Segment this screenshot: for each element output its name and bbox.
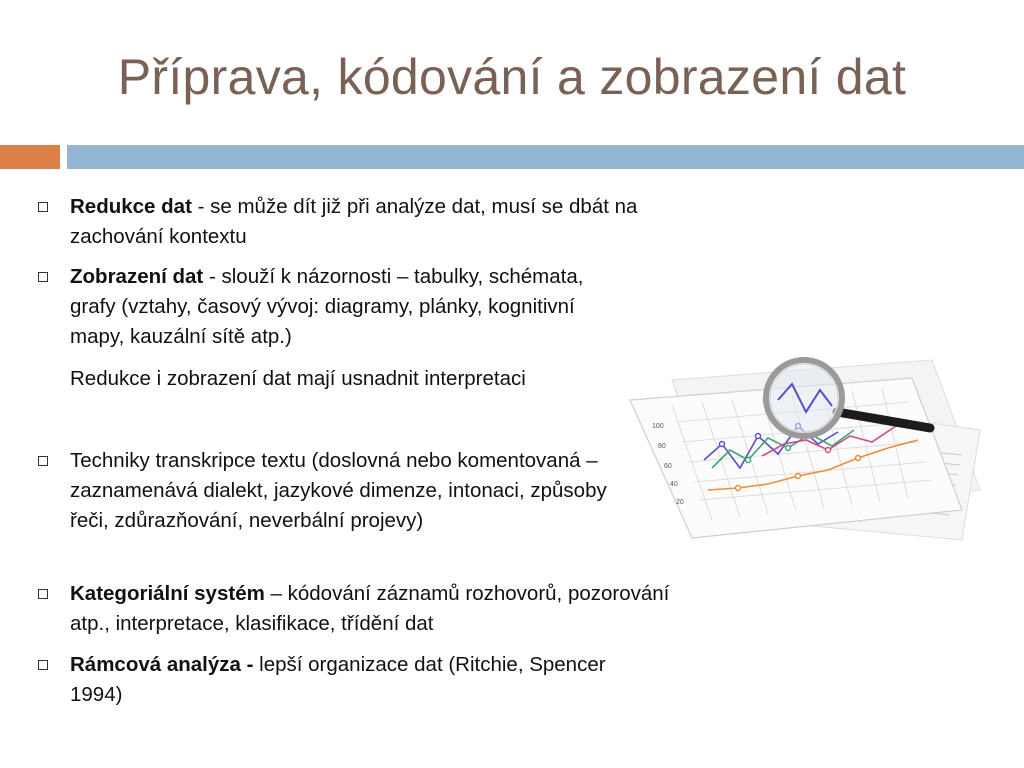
bullet-text: Redukce i zobrazení dat mají usnadnit interpretaci <box>70 367 526 390</box>
bullet-item <box>70 579 695 639</box>
magnifying-glass-chart-icon <box>612 340 988 550</box>
bullet-item <box>70 364 618 394</box>
bullet-bold-text: Redukce dat <box>70 195 192 218</box>
bullet-bold-text: Rámcová analýza - <box>70 653 260 676</box>
bullet-text: lepší organizace dat (Ritchie, Spencer 1994) <box>70 653 606 706</box>
axis-label: 80 <box>658 443 666 450</box>
bullet-marker-icon <box>38 272 48 282</box>
bullet-bold-text: Zobrazení dat <box>70 265 204 288</box>
bullet-text: Techniky transkripce textu (doslovná nebo komentovaná – zaznamenává dialekt, jazykové dimenze, intonaci, způsoby řeči, zdůrazňování, neverbální projevy) <box>70 449 607 532</box>
bullet-bold-text: Kategoriální systém <box>70 582 265 605</box>
axis-label: 60 <box>664 463 672 470</box>
bullet-text: - se může dít již při analýze dat, musí se dbát na zachování kontextu <box>70 195 638 248</box>
bullet-item <box>70 650 660 710</box>
bullet-text: – kódování záznamů rozhovorů, pozorování atp., interpretace, klasifikace, třídění dat <box>70 582 670 635</box>
axis-label: 100 <box>652 423 664 430</box>
axis-label: 20 <box>676 499 684 506</box>
bullet-marker-icon <box>38 660 48 670</box>
bullet-text: - slouží k názornosti – tabulky, schémata, grafy (vztahy, časový vývoj: diagramy, plánky, kognitivní mapy, kauzální sítě atp.) <box>70 265 584 348</box>
magnifier-charts-picture <box>612 340 988 550</box>
bullet-marker-icon <box>38 456 48 466</box>
axis-label: 40 <box>670 481 678 488</box>
bullet-item <box>70 446 615 536</box>
bullet-item <box>70 262 625 352</box>
bullet-marker-icon <box>38 202 48 212</box>
bullet-marker-icon <box>38 589 48 599</box>
bullet-item <box>70 192 695 252</box>
slide-title: Příprava, kódování a zobrazení dat <box>117 49 907 105</box>
